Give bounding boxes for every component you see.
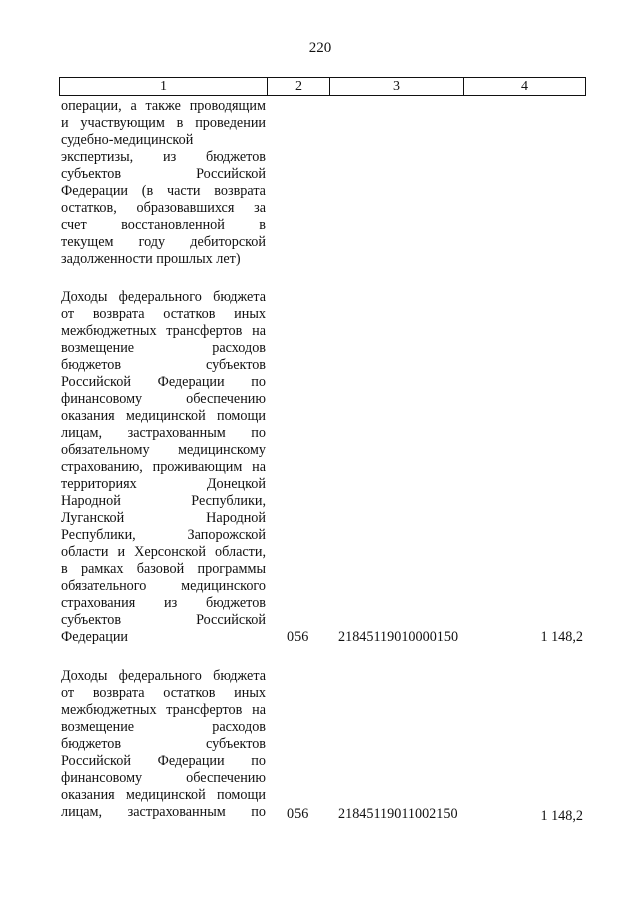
description-line: оказания медицинской помощи xyxy=(61,787,266,803)
description-line: Республики, Запорожской xyxy=(61,527,266,543)
page-number: 220 xyxy=(308,40,332,56)
column-header-table xyxy=(59,77,586,96)
description-line: возмещение расходов xyxy=(61,340,266,356)
row-description xyxy=(61,289,266,646)
description-line: страхованию, проживающим на xyxy=(61,459,266,475)
description-line: оказания медицинской помощи xyxy=(61,408,266,424)
description-line: Федерации (в части возврата xyxy=(61,183,266,199)
description-line: операции, а также проводящим xyxy=(61,98,266,114)
description-line: субъектов Российской xyxy=(61,166,266,182)
description-line: субъектов Российской xyxy=(61,612,266,628)
description-line: финансовому обеспечению xyxy=(61,770,266,786)
row-description xyxy=(61,668,266,821)
column-header-4: 4 xyxy=(464,78,586,96)
description-line: счет восстановленной в xyxy=(61,217,266,233)
column-header-3: 3 xyxy=(330,78,464,96)
description-line: лицам, застрахованным по xyxy=(61,804,266,820)
budget-classification-code: 21845119010000150 xyxy=(338,629,459,645)
description-line: территориях Донецкой xyxy=(61,476,266,492)
description-line: межбюджетных трансфертов на xyxy=(61,702,266,718)
column-header-row xyxy=(60,78,586,96)
description-line: финансовому обеспечению xyxy=(61,391,266,407)
description-line: от возврата остатков иных xyxy=(61,306,266,322)
description-line: Луганской Народной xyxy=(61,510,266,526)
description-line: обязательного медицинского xyxy=(61,578,266,594)
description-line: Народной Республики, xyxy=(61,493,266,509)
description-line: от возврата остатков иных xyxy=(61,685,266,701)
description-line: Доходы федерального бюджета xyxy=(61,289,266,305)
admin-code: 056 xyxy=(287,806,309,822)
admin-code: 056 xyxy=(287,629,309,645)
description-line: остатков, образовавшихся за xyxy=(61,200,266,216)
description-line: текущем году дебиторской xyxy=(61,234,266,250)
budget-classification-code: 21845119011002150 xyxy=(338,806,458,822)
description-line: обязательному медицинскому xyxy=(61,442,266,458)
description-line: в рамках базовой программы xyxy=(61,561,266,577)
amount: 1 148,2 xyxy=(540,808,583,824)
description-line: области и Херсонской области, xyxy=(61,544,266,560)
description-line: Доходы федерального бюджета xyxy=(61,668,266,684)
description-line: Федерации xyxy=(61,629,129,645)
column-header-1: 1 xyxy=(60,78,268,96)
description-line: Российской Федерации по xyxy=(61,753,266,769)
description-line: судебно-медицинской xyxy=(61,132,194,148)
description-line: бюджетов субъектов xyxy=(61,357,266,373)
description-line: межбюджетных трансфертов на xyxy=(61,323,266,339)
description-line: бюджетов субъектов xyxy=(61,736,266,752)
column-header-2: 2 xyxy=(268,78,330,96)
description-line: Российской Федерации по xyxy=(61,374,266,390)
description-line: задолженности прошлых лет) xyxy=(61,251,241,267)
amount: 1 148,2 xyxy=(540,629,583,645)
description-line: возмещение расходов xyxy=(61,719,266,735)
description-line: и участвующим в проведении xyxy=(61,115,266,131)
description-line: лицам, застрахованным по xyxy=(61,425,266,441)
description-line: экспертизы, из бюджетов xyxy=(61,149,266,165)
row-description-continued xyxy=(61,98,266,268)
description-line: страхования из бюджетов xyxy=(61,595,266,611)
